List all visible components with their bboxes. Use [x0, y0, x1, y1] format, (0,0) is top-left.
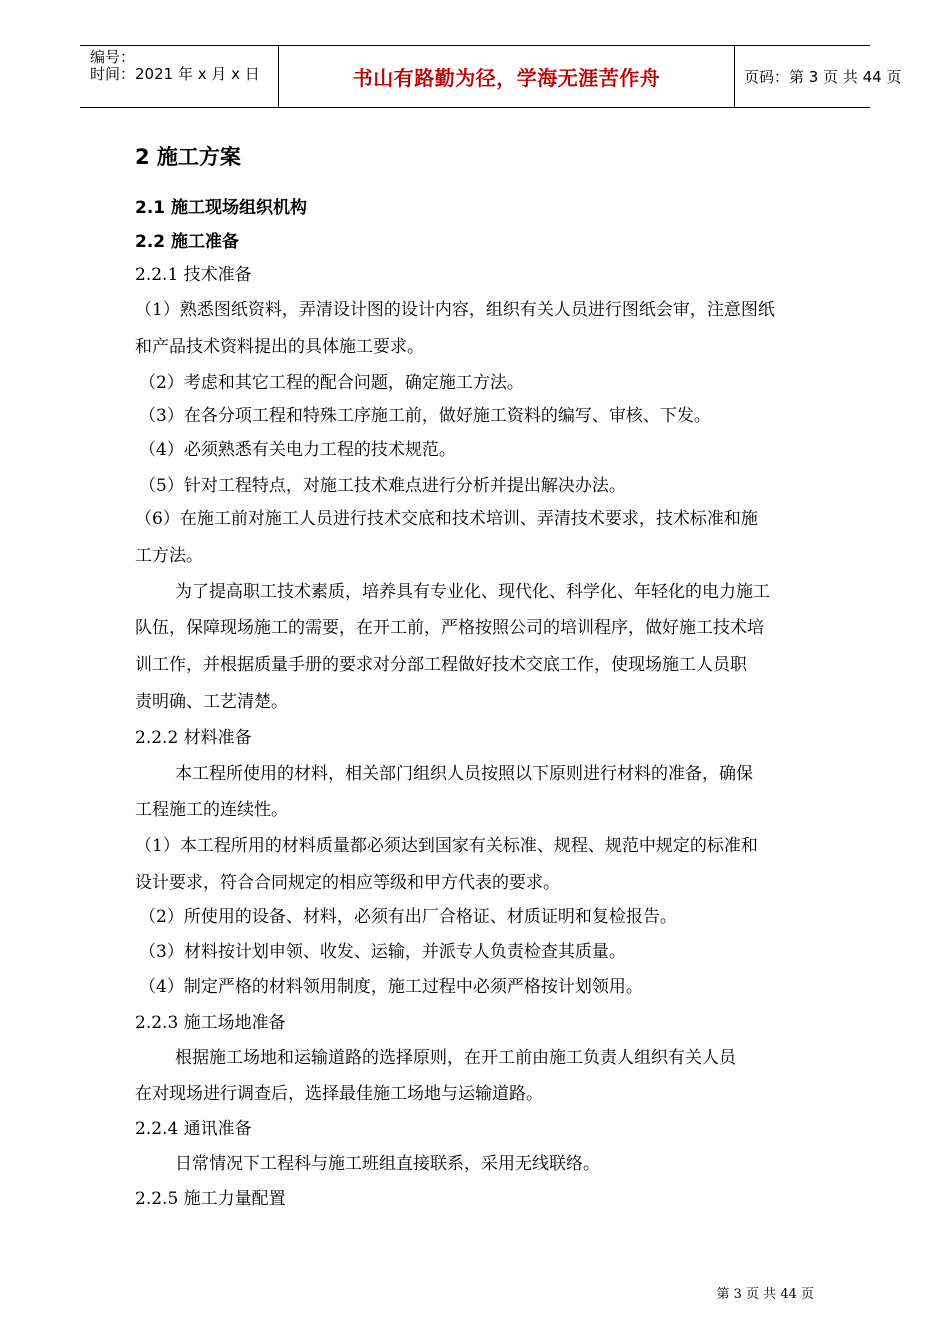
- section-heading: 2.1 施工现场组织机构: [135, 198, 308, 218]
- paragraph-line: 本工程所使用的材料，相关部门组织人员按照以下原则进行材料的准备，确保: [175, 764, 753, 784]
- list-item: （2）所使用的设备、材料，必须有出厂合格证、材质证明和复检报告。: [139, 907, 677, 927]
- paragraph-line: 根据施工场地和运输道路的选择原则，在开工前由施工负责人组织有关人员: [175, 1048, 736, 1068]
- page-footer: 第 3 页 共 44 页: [716, 1287, 814, 1302]
- paragraph-line: 训工作，并根据质量手册的要求对分部工程做好技术交底工作，使现场施工人员职: [135, 655, 747, 675]
- paragraph-line: 队伍，保障现场施工的需要，在开工前，严格按照公司的培训程序，做好施工技术培: [135, 618, 764, 638]
- list-item: （3）材料按计划申领、收发、运输，并派专人负责检查其质量。: [139, 942, 626, 962]
- list-item: （5）针对工程特点，对施工技术难点进行分析并提出解决办法。: [139, 476, 626, 496]
- subsection-heading: 2.2.1 技术准备: [135, 265, 252, 285]
- header-page-info: 页码：第 3 页 共 44 页: [744, 68, 902, 86]
- list-item: （3）在各分项工程和特殊工序施工前，做好施工资料的编写、审核、下发。: [139, 406, 711, 426]
- subsection-heading: 2.2.2 材料准备: [135, 728, 252, 748]
- chapter-title: 2 施工方案: [135, 145, 241, 169]
- paragraph-line: （1）本工程所用的材料质量都必须达到国家有关标准、规程、规范中规定的标准和: [135, 836, 758, 856]
- subsection-heading: 2.2.5 施工力量配置: [135, 1189, 286, 1209]
- list-item: （4）必须熟悉有关电力工程的技术规范。: [139, 440, 456, 460]
- list-item: （4）制定严格的材料领用制度，施工过程中必须严格按计划领用。: [139, 977, 643, 997]
- paragraph-line: 日常情况下工程科与施工班组直接联系，采用无线联络。: [175, 1154, 600, 1174]
- paragraph-line: 和产品技术资料提出的具体施工要求。: [135, 337, 424, 357]
- paragraph-line: 在对现场进行调查后，选择最佳施工场地与运输道路。: [135, 1084, 543, 1104]
- subsection-heading: 2.2.4 通讯准备: [135, 1119, 252, 1139]
- paragraph-line: 设计要求，符合合同规定的相应等级和甲方代表的要求。: [135, 873, 560, 893]
- header-meta: [80, 46, 278, 107]
- paragraph-line: （6）在施工前对施工人员进行技术交底和技术培训、弄清技术要求，技术标准和施: [135, 509, 758, 529]
- time-label: 时间：2021 年 x 月 x 日: [90, 65, 260, 83]
- list-item: （2）考虑和其它工程的配合问题，确定施工方法。: [139, 373, 524, 393]
- number-label: 编号：: [90, 48, 136, 66]
- paragraph-line: 责明确、工艺清楚。: [135, 692, 288, 712]
- paragraph-line: 工程施工的连续性。: [135, 800, 288, 820]
- paragraph-line: 为了提高职工技术素质，培养具有专业化、现代化、科学化、年轻化的电力施工: [175, 582, 770, 602]
- section-heading: 2.2 施工准备: [135, 232, 240, 252]
- subsection-heading: 2.2.3 施工场地准备: [135, 1013, 286, 1033]
- paragraph-line: （1）熟悉图纸资料，弄清设计图的设计内容，组织有关人员进行图纸会审，注意图纸: [135, 300, 775, 320]
- header-motto: 书山有路勤为径，学海无涯苦作舟: [352, 66, 661, 90]
- page-header: [80, 45, 902, 108]
- paragraph-line: 工方法。: [135, 546, 203, 566]
